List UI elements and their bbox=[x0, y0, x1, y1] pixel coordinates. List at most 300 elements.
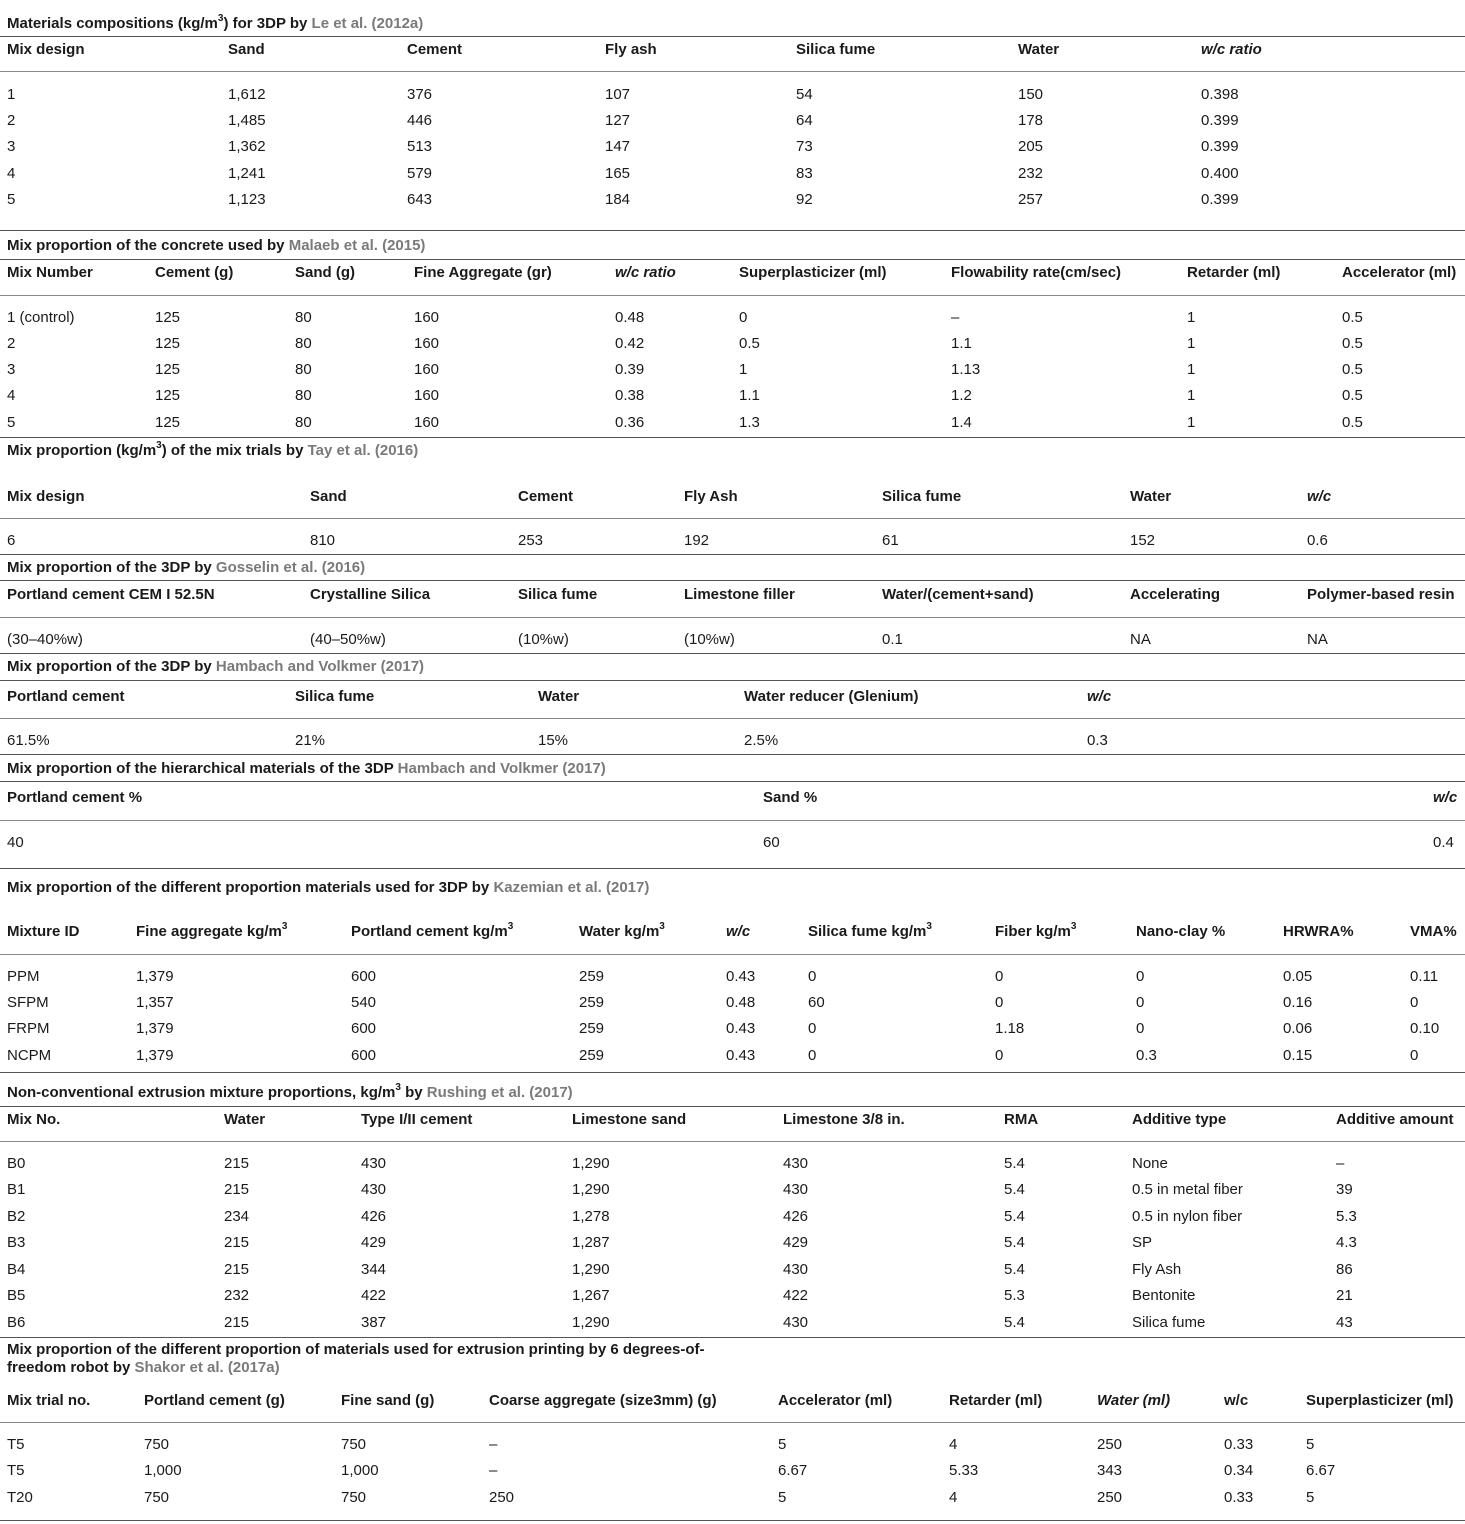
table-cell: 430 bbox=[783, 1155, 809, 1172]
table-cell: 1,267 bbox=[572, 1287, 610, 1304]
column-header: Polymer-based resin bbox=[1307, 586, 1455, 603]
column-header: Silica fume bbox=[518, 586, 598, 603]
table-cell: 600 bbox=[351, 968, 377, 985]
column-header: Silica fume bbox=[882, 488, 962, 505]
column-header: Portland cement (g) bbox=[144, 1392, 285, 1409]
column-header: w/c bbox=[726, 923, 751, 940]
column-header: Additive amount bbox=[1336, 1111, 1454, 1128]
table-cell: 3 bbox=[7, 361, 16, 378]
table-cell: 61.5% bbox=[7, 732, 50, 749]
table-cell: 1,290 bbox=[572, 1314, 610, 1331]
header-rule bbox=[0, 518, 1465, 519]
table-title bbox=[7, 658, 424, 676]
table-cell: 343 bbox=[1097, 1462, 1123, 1479]
table-cell: 387 bbox=[361, 1314, 387, 1331]
column-header: Coarse aggregate (size3mm) (g) bbox=[489, 1392, 717, 1409]
table-cell: (10%w) bbox=[518, 631, 569, 648]
table-cell: 60 bbox=[808, 994, 825, 1011]
table-cell: 0.5 in metal fiber bbox=[1132, 1181, 1243, 1198]
table-cell: 1.2 bbox=[951, 387, 972, 404]
table-cell: 1,290 bbox=[572, 1155, 610, 1172]
table-cell: 1.4 bbox=[951, 414, 972, 431]
table-cell: 1,000 bbox=[144, 1462, 182, 1479]
table-cell: 253 bbox=[518, 532, 544, 549]
table-cell: 0.5 bbox=[1342, 414, 1363, 431]
table-cell: 430 bbox=[783, 1314, 809, 1331]
table-cell: 4 bbox=[7, 165, 16, 182]
column-header: Retarder (ml) bbox=[1187, 264, 1281, 281]
table-bottom-rule bbox=[0, 230, 1465, 231]
table-cell: 54 bbox=[796, 86, 813, 103]
header-rule bbox=[0, 820, 1465, 821]
table-cell: 73 bbox=[796, 138, 813, 155]
column-header: w/c bbox=[1307, 488, 1332, 505]
table-cell: 0.42 bbox=[615, 335, 645, 352]
table-cell: 0.399 bbox=[1201, 138, 1239, 155]
table-cell: 422 bbox=[783, 1287, 809, 1304]
table-title bbox=[7, 15, 423, 33]
table-cell: 0 bbox=[808, 1020, 817, 1037]
table-cell: 125 bbox=[155, 387, 181, 404]
table-cell: 160 bbox=[414, 387, 440, 404]
column-header: Mixture ID bbox=[7, 923, 80, 940]
column-header: Mix trial no. bbox=[7, 1392, 91, 1409]
table-cell: 0 bbox=[808, 968, 817, 985]
table-cell: B2 bbox=[7, 1208, 26, 1225]
citation-link[interactable]: Rushing et al. (2017) bbox=[426, 1084, 573, 1101]
table-cell: B3 bbox=[7, 1234, 26, 1251]
table-cell: 1,278 bbox=[572, 1208, 610, 1225]
table-cell: 80 bbox=[295, 361, 312, 378]
table-cell: 39 bbox=[1336, 1181, 1353, 1198]
column-header: Fly Ash bbox=[684, 488, 738, 505]
table-title bbox=[7, 442, 418, 460]
table-cell: 259 bbox=[579, 1020, 605, 1037]
table-cell: 259 bbox=[579, 994, 605, 1011]
table-cell: 1,287 bbox=[572, 1234, 610, 1251]
table-cell: 160 bbox=[414, 309, 440, 326]
table-cell: 1 bbox=[1187, 361, 1196, 378]
column-header: RMA bbox=[1004, 1111, 1039, 1128]
table-cell: 426 bbox=[361, 1208, 387, 1225]
table-bottom-rule bbox=[0, 554, 1465, 555]
table-cell: 0 bbox=[995, 1047, 1004, 1064]
header-rule bbox=[0, 1141, 1465, 1142]
table-cell: NCPM bbox=[7, 1047, 52, 1064]
table-cell: 376 bbox=[407, 86, 433, 103]
table-cell: 80 bbox=[295, 414, 312, 431]
citation-link[interactable]: Tay et al. (2016) bbox=[307, 442, 419, 459]
table-cell: 2 bbox=[7, 335, 16, 352]
table-title-text: Mix proportion of the 3DP by bbox=[7, 658, 216, 675]
table-cell: 0.48 bbox=[726, 994, 756, 1011]
citation-link[interactable]: Hambach and Volkmer (2017) bbox=[397, 760, 606, 777]
table-cell: 259 bbox=[579, 1047, 605, 1064]
column-header: Nano-clay % bbox=[1136, 923, 1226, 940]
table-cell: 5 bbox=[7, 414, 16, 431]
column-header: w/c ratio bbox=[1201, 41, 1262, 58]
column-header: Mix design bbox=[7, 41, 85, 58]
table-cell: 513 bbox=[407, 138, 433, 155]
table-title-text: Materials compositions $(kg/m^3)$ for 3DP by bbox=[7, 13, 312, 32]
table-cell: 1,379 bbox=[136, 968, 174, 985]
column-header: Superplasticizer (ml) bbox=[739, 264, 887, 281]
table-title-text: Mix proportion of the different proportion of materials used for extrusion printing by 6 degrees-of-freedom robot by bbox=[7, 1341, 705, 1376]
column-header: HRWRA% bbox=[1283, 923, 1354, 940]
table-title bbox=[7, 559, 365, 577]
table-cell: SP bbox=[1132, 1234, 1153, 1251]
table-cell: 5.4 bbox=[1004, 1314, 1025, 1331]
column-header: w/c ratio bbox=[615, 264, 676, 281]
table-cell: 4 bbox=[7, 387, 16, 404]
table-cell: None bbox=[1132, 1155, 1168, 1172]
table-cell: 86 bbox=[1336, 1261, 1353, 1278]
table-cell: 1 bbox=[1187, 414, 1196, 431]
table-cell: 5 bbox=[778, 1489, 787, 1506]
table-cell: 0 bbox=[1410, 994, 1419, 1011]
table-cell: 160 bbox=[414, 335, 440, 352]
table-cell: 0.5 bbox=[739, 335, 760, 352]
table-cell: 579 bbox=[407, 165, 433, 182]
table-cell: 5.4 bbox=[1004, 1155, 1025, 1172]
table-cell: 1,379 bbox=[136, 1020, 174, 1037]
table-cell: 250 bbox=[1097, 1436, 1123, 1453]
table-cell: 1 (control) bbox=[7, 309, 75, 326]
table-cell: 0 bbox=[739, 309, 748, 326]
column-header: Limestone filler bbox=[684, 586, 795, 603]
table-cell: 60 bbox=[763, 834, 780, 851]
table-cell: 643 bbox=[407, 191, 433, 208]
citation-link[interactable]: Shakor et al. (2017a) bbox=[134, 1359, 280, 1376]
column-header: Water bbox=[1130, 488, 1172, 505]
table-top-rule bbox=[0, 580, 1465, 581]
table-cell: 430 bbox=[783, 1261, 809, 1278]
table-cell: 430 bbox=[361, 1155, 387, 1172]
table-title-text: Mix proportion of the concrete used by bbox=[7, 237, 289, 254]
table-cell: 5.4 bbox=[1004, 1208, 1025, 1225]
table-cell: 1 bbox=[1187, 335, 1196, 352]
citation-link[interactable]: Le et al. (2012a) bbox=[311, 15, 424, 32]
column-header: Accelerator (ml) bbox=[1342, 264, 1457, 281]
column-header: Crystalline Silica bbox=[310, 586, 431, 603]
table-bottom-rule bbox=[0, 653, 1465, 654]
table-cell: 0.33 bbox=[1224, 1436, 1254, 1453]
table-cell: 5 bbox=[7, 191, 16, 208]
table-cell: 184 bbox=[605, 191, 631, 208]
column-header: Portland cement % bbox=[7, 789, 143, 806]
table-cell: 1,123 bbox=[228, 191, 266, 208]
table-cell: 205 bbox=[1018, 138, 1044, 155]
table-cell: 125 bbox=[155, 309, 181, 326]
table-cell: 1.1 bbox=[951, 335, 972, 352]
table-cell: 4 bbox=[949, 1489, 958, 1506]
table-cell: 1.1 bbox=[739, 387, 760, 404]
table-cell: 178 bbox=[1018, 112, 1044, 129]
table-cell: B5 bbox=[7, 1287, 26, 1304]
table-cell: 5.33 bbox=[949, 1462, 979, 1479]
table-cell: 0.3 bbox=[1136, 1047, 1157, 1064]
citation-link[interactable]: Gosselin et al. (2016) bbox=[215, 559, 366, 576]
table-cell: 215 bbox=[224, 1314, 250, 1331]
column-header: Sand bbox=[228, 41, 265, 58]
table-cell: 1,362 bbox=[228, 138, 266, 155]
table-cell: 0.5 bbox=[1342, 361, 1363, 378]
table-cell: – bbox=[951, 309, 960, 326]
column-header: VMA% bbox=[1410, 923, 1457, 940]
table-cell: 6 bbox=[7, 532, 16, 549]
table-cell: 0.36 bbox=[615, 414, 645, 431]
table-cell: 1.18 bbox=[995, 1020, 1025, 1037]
table-cell: 1,000 bbox=[341, 1462, 379, 1479]
table-cell: 215 bbox=[224, 1155, 250, 1172]
table-bottom-rule bbox=[0, 1520, 1465, 1521]
table-cell: 0.05 bbox=[1283, 968, 1313, 985]
column-header: Cement (g) bbox=[155, 264, 234, 281]
column-header: Superplasticizer (ml) bbox=[1306, 1392, 1454, 1409]
table-cell: 15% bbox=[538, 732, 569, 749]
table-cell: Bentonite bbox=[1132, 1287, 1196, 1304]
table-cell: NA bbox=[1307, 631, 1328, 648]
table-cell: 0.5 in nylon fiber bbox=[1132, 1208, 1243, 1225]
table-cell: 5.3 bbox=[1004, 1287, 1025, 1304]
table-cell: 107 bbox=[605, 86, 631, 103]
column-header: Water/(cement+sand) bbox=[882, 586, 1034, 603]
column-header: Fine Aggregate (gr) bbox=[414, 264, 552, 281]
table-cell: 192 bbox=[684, 532, 710, 549]
table-cell: 0 bbox=[808, 1047, 817, 1064]
table-cell: PPM bbox=[7, 968, 40, 985]
table-cell: 0.5 bbox=[1342, 335, 1363, 352]
column-header: Mix design bbox=[7, 488, 85, 505]
table-title bbox=[7, 879, 649, 897]
table-cell: 92 bbox=[796, 191, 813, 208]
table-cell: 0.38 bbox=[615, 387, 645, 404]
table-cell: 125 bbox=[155, 414, 181, 431]
column-header: Mix Number bbox=[7, 264, 93, 281]
table-cell: 430 bbox=[783, 1181, 809, 1198]
table-cell: 250 bbox=[489, 1489, 515, 1506]
table-cell: 0.11 bbox=[1410, 968, 1439, 985]
table-cell: (40–50%w) bbox=[310, 631, 386, 648]
table-cell: B0 bbox=[7, 1155, 26, 1172]
table-title-text: Mix proportion of the 3DP by bbox=[7, 559, 216, 576]
table-cell: 160 bbox=[414, 361, 440, 378]
header-rule bbox=[0, 1422, 1465, 1423]
table-top-rule bbox=[0, 781, 1465, 782]
column-header: Cement bbox=[518, 488, 574, 505]
table-bottom-rule bbox=[0, 1072, 1465, 1073]
table-cell: 344 bbox=[361, 1261, 387, 1278]
table-cell: 0.43 bbox=[726, 1047, 756, 1064]
table-cell: 0.399 bbox=[1201, 191, 1239, 208]
table-cell: 0.06 bbox=[1283, 1020, 1313, 1037]
table-cell: 257 bbox=[1018, 191, 1044, 208]
table-cell: 5 bbox=[1306, 1489, 1315, 1506]
table-cell: 64 bbox=[796, 112, 813, 129]
table-cell: 150 bbox=[1018, 86, 1044, 103]
table-cell: – bbox=[489, 1462, 498, 1479]
column-header: Water bbox=[1018, 41, 1060, 58]
table-cell: 160 bbox=[414, 414, 440, 431]
table-cell: 0.399 bbox=[1201, 112, 1239, 129]
table-cell: 1.13 bbox=[951, 361, 981, 378]
table-cell: 1,357 bbox=[136, 994, 174, 1011]
citation-link[interactable]: Hambach and Volkmer (2017) bbox=[215, 658, 425, 675]
table-cell: 0.43 bbox=[726, 1020, 756, 1037]
column-header: Retarder (ml) bbox=[949, 1392, 1043, 1409]
header-rule bbox=[0, 617, 1465, 618]
table-cell: 21 bbox=[1336, 1287, 1353, 1304]
table-cell: NA bbox=[1130, 631, 1151, 648]
table-cell: 80 bbox=[295, 387, 312, 404]
table-cell: 5.4 bbox=[1004, 1181, 1025, 1198]
table-cell: 4.3 bbox=[1336, 1234, 1357, 1251]
table-cell: 0 bbox=[1136, 968, 1145, 985]
table-cell: 1,379 bbox=[136, 1047, 174, 1064]
table-cell: 0.1 bbox=[882, 631, 903, 648]
table-cell: B1 bbox=[7, 1181, 26, 1198]
column-header: Portland cement $kg/m^3$ bbox=[351, 921, 514, 940]
table-cell: 0.10 bbox=[1410, 1020, 1440, 1037]
table-cell: – bbox=[489, 1436, 498, 1453]
column-header: Accelerator (ml) bbox=[778, 1392, 893, 1409]
table-cell: 1 bbox=[1187, 309, 1196, 326]
table-cell: 43 bbox=[1336, 1314, 1353, 1331]
table-cell: 5.3 bbox=[1336, 1208, 1357, 1225]
table-bottom-rule bbox=[0, 1337, 1465, 1338]
table-cell: 750 bbox=[341, 1489, 367, 1506]
column-header: Water bbox=[538, 688, 580, 705]
table-cell: 152 bbox=[1130, 532, 1156, 549]
table-cell: 0.5 bbox=[1342, 387, 1363, 404]
column-header: Silica fume $kg/m^3$ bbox=[808, 921, 932, 940]
table-cell: 215 bbox=[224, 1261, 250, 1278]
column-header: Flowability rate(cm/sec) bbox=[951, 264, 1122, 281]
table-cell: (10%w) bbox=[684, 631, 735, 648]
table-cell: 40 bbox=[7, 834, 24, 851]
table-cell: 6.67 bbox=[1306, 1462, 1336, 1479]
table-cell: 4 bbox=[949, 1436, 958, 1453]
table-cell: 0.39 bbox=[615, 361, 645, 378]
table-cell: 2 bbox=[7, 112, 16, 129]
table-cell: 83 bbox=[796, 165, 813, 182]
citation-link[interactable]: Kazemian et al. (2017) bbox=[493, 879, 650, 896]
table-cell: 0.5 bbox=[1342, 309, 1363, 326]
table-cell: 750 bbox=[341, 1436, 367, 1453]
table-cell: 1,241 bbox=[228, 165, 266, 182]
table-cell: 1 bbox=[1187, 387, 1196, 404]
table-cell: 259 bbox=[579, 968, 605, 985]
table-cell: Silica fume bbox=[1132, 1314, 1206, 1331]
table-cell: 1 bbox=[7, 86, 16, 103]
table-cell: 6.67 bbox=[778, 1462, 808, 1479]
table-cell: 5 bbox=[1306, 1436, 1315, 1453]
table-cell: 0.33 bbox=[1224, 1489, 1254, 1506]
table-cell: 215 bbox=[224, 1234, 250, 1251]
column-header: Water reducer (Glenium) bbox=[744, 688, 919, 705]
column-header: Accelerating bbox=[1130, 586, 1221, 603]
column-header: Sand bbox=[310, 488, 347, 505]
table-cell: 1,290 bbox=[572, 1181, 610, 1198]
citation-link[interactable]: Malaeb et al. (2015) bbox=[288, 237, 426, 254]
table-cell: 3 bbox=[7, 138, 16, 155]
table-cell: 0 bbox=[1136, 994, 1145, 1011]
column-header: Sand % bbox=[763, 789, 818, 806]
table-bottom-rule bbox=[0, 437, 1465, 438]
table-cell: 1,485 bbox=[228, 112, 266, 129]
table-title bbox=[7, 237, 425, 255]
table-top-rule bbox=[0, 36, 1465, 37]
column-header: Fine aggregate $kg/m^3$ bbox=[136, 921, 288, 940]
table-cell: 1,612 bbox=[228, 86, 266, 103]
table-cell: 127 bbox=[605, 112, 631, 129]
table-cell: 600 bbox=[351, 1020, 377, 1037]
table-bottom-rule bbox=[0, 754, 1465, 755]
table-cell: 0.48 bbox=[615, 309, 645, 326]
table-cell: – bbox=[1336, 1155, 1345, 1172]
table-top-rule bbox=[0, 680, 1465, 681]
column-header: Cement bbox=[407, 41, 463, 58]
column-header: w/c bbox=[1224, 1392, 1249, 1409]
header-rule bbox=[0, 718, 1465, 719]
table-cell: Fly Ash bbox=[1132, 1261, 1182, 1278]
table-cell: 540 bbox=[351, 994, 377, 1011]
table-cell: 750 bbox=[144, 1436, 170, 1453]
column-header: Portland cement CEM I 52.5N bbox=[7, 586, 215, 603]
table-cell: 429 bbox=[361, 1234, 387, 1251]
table-cell: 215 bbox=[224, 1181, 250, 1198]
table-cell: 232 bbox=[1018, 165, 1044, 182]
column-header: Silica fume bbox=[796, 41, 876, 58]
table-cell: 0 bbox=[1136, 1020, 1145, 1037]
table-cell: 80 bbox=[295, 309, 312, 326]
table-title-text: Mix proportion of the hierarchical materials of the 3DP bbox=[7, 760, 398, 777]
table-cell: 810 bbox=[310, 532, 336, 549]
table-cell: 125 bbox=[155, 361, 181, 378]
table-cell: 750 bbox=[144, 1489, 170, 1506]
column-header: Sand (g) bbox=[295, 264, 355, 281]
table-cell: 5.4 bbox=[1004, 1261, 1025, 1278]
table-cell: 0.398 bbox=[1201, 86, 1239, 103]
table-cell: (30–40%w) bbox=[7, 631, 83, 648]
table-cell: 429 bbox=[783, 1234, 809, 1251]
table-cell: FRPM bbox=[7, 1020, 50, 1037]
table-top-rule bbox=[0, 1106, 1465, 1107]
column-header: w/c bbox=[1087, 688, 1112, 705]
column-header: Type I/II cement bbox=[361, 1111, 473, 1128]
table-cell: 5 bbox=[778, 1436, 787, 1453]
table-cell: 147 bbox=[605, 138, 631, 155]
table-cell: 0 bbox=[995, 968, 1004, 985]
header-rule bbox=[0, 295, 1465, 296]
table-title-text: Non-conventional extrusion mixture proportions, $kg/m^3$ by bbox=[7, 1082, 427, 1101]
table-cell: 61 bbox=[882, 532, 899, 549]
table-cell: T5 bbox=[7, 1436, 25, 1453]
table-cell: 250 bbox=[1097, 1489, 1123, 1506]
table-cell: 1.3 bbox=[739, 414, 760, 431]
column-header: w/c bbox=[1433, 789, 1458, 806]
table-title bbox=[7, 1341, 707, 1377]
table-cell: 0.34 bbox=[1224, 1462, 1254, 1479]
table-cell: 0.400 bbox=[1201, 165, 1239, 182]
table-cell: 5.4 bbox=[1004, 1234, 1025, 1251]
column-header: Water $kg/m^3$ bbox=[579, 921, 665, 940]
table-cell: 0.43 bbox=[726, 968, 756, 985]
table-title bbox=[7, 760, 606, 778]
column-header: Mix No. bbox=[7, 1111, 61, 1128]
column-header: Water bbox=[224, 1111, 266, 1128]
header-rule bbox=[0, 71, 1465, 72]
